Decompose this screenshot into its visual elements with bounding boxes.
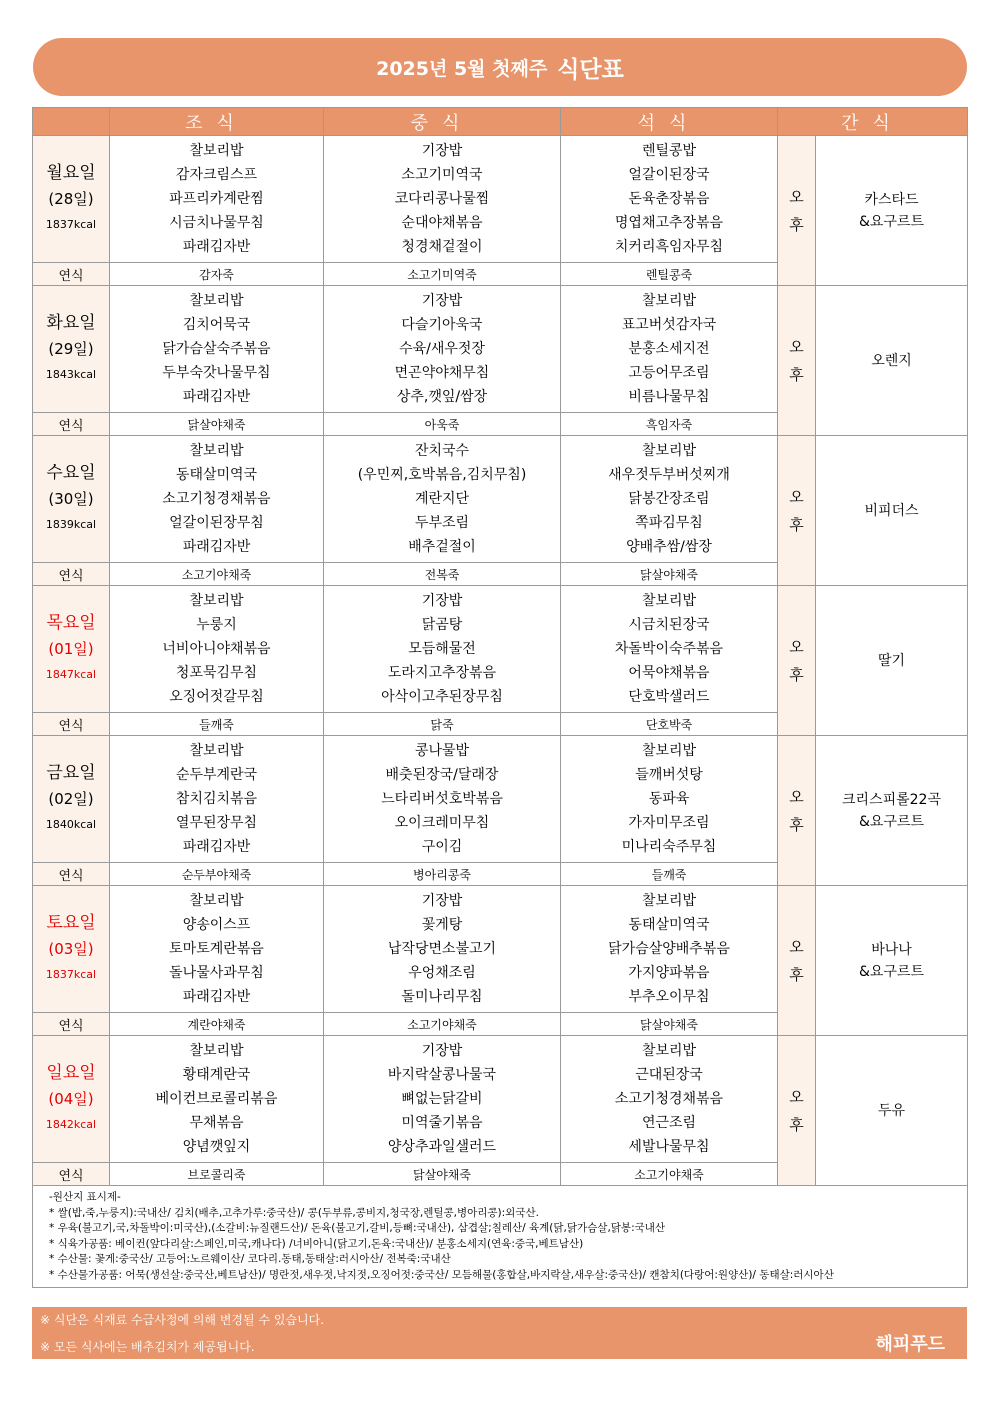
dish-item: 오징어젓갈무침 xyxy=(169,689,264,705)
dish-item: 찰보리밥 xyxy=(189,893,244,909)
day-kcal: 1847kcal xyxy=(45,668,97,681)
day-kcal: 1837kcal xyxy=(45,968,97,981)
snack-time xyxy=(778,436,816,586)
dish-item: (우민찌,호박볶음,김치무침) xyxy=(357,467,527,483)
lunch-menu xyxy=(324,736,561,863)
dish-item: 배춧된장국/달래장 xyxy=(385,767,499,783)
dish-item: 기장밥 xyxy=(421,143,463,159)
snack-time-char: 후 xyxy=(789,965,804,984)
dish-item: 닭곰탕 xyxy=(421,617,463,633)
dish-item: 고등어무조림 xyxy=(628,365,710,381)
dish-item: 동파육 xyxy=(648,791,690,807)
dish-item: 황태계란국 xyxy=(182,1067,251,1083)
soft-label: 연식 xyxy=(33,413,110,436)
dish-item: 파프리카계란찜 xyxy=(169,191,264,207)
dish-item: 부추오이무침 xyxy=(628,989,710,1005)
dish-item: 쪽파김무침 xyxy=(635,515,703,531)
snack-time xyxy=(778,1036,816,1186)
snack-item: 크리스피롤22곡 xyxy=(842,791,941,808)
soft-label: 연식 xyxy=(33,1163,110,1186)
day-date: (28일) xyxy=(48,190,94,208)
dinner-menu xyxy=(561,436,778,563)
dish-item: 모듬해물전 xyxy=(408,641,476,657)
snack-menu xyxy=(816,886,968,1036)
dish-item: 김치어묵국 xyxy=(182,317,251,333)
dish-item: 가자미무조림 xyxy=(628,815,710,831)
day-row xyxy=(33,736,968,863)
dish-item: 소고기미역국 xyxy=(401,167,483,183)
dish-item: 무채볶음 xyxy=(189,1115,244,1131)
dinner-menu xyxy=(561,286,778,413)
day-info xyxy=(33,286,110,413)
day-name: 월요일 xyxy=(46,163,96,183)
day-kcal: 1843kcal xyxy=(45,368,97,381)
dish-item: 납작당면소불고기 xyxy=(387,941,497,957)
dish-item: 찰보리밥 xyxy=(189,443,244,459)
day-date: (30일) xyxy=(48,490,94,508)
footer-note-kimchi: ※ 모든 식사에는 배추김치가 제공됩니다. xyxy=(40,1340,255,1354)
day-kcal: 1840kcal xyxy=(45,818,97,831)
dish-item: 면곤약야채무침 xyxy=(394,365,490,381)
dish-item: 렌틸콩밥 xyxy=(641,143,697,159)
soft-lunch: 병아리콩죽 xyxy=(324,863,561,886)
header-row xyxy=(33,108,968,136)
dish-item: 치커리흑임자무침 xyxy=(614,239,724,255)
day-row xyxy=(33,886,968,1013)
dish-item: 동태살미역국 xyxy=(628,917,710,933)
dish-item: 닭봉간장조림 xyxy=(628,491,710,507)
soft-dinner: 들깨죽 xyxy=(561,863,778,886)
day-kcal: 1839kcal xyxy=(45,518,97,531)
dish-item: 너비아니야채볶음 xyxy=(162,641,271,657)
footer-note-change: ※ 식단은 식재료 수급사정에 의해 변경될 수 있습니다. xyxy=(40,1313,325,1327)
breakfast-menu xyxy=(110,736,324,863)
origin-line: * 식육가공품: 베이컨(앞다리살:스페인,미국,캐나다) /너비아니(닭고기,돈육:국내산)/ 분홍소세지(연육:중국,베트남산) xyxy=(49,1237,584,1250)
dish-item: 청포묵김무침 xyxy=(175,665,258,681)
dish-item: 파래김자반 xyxy=(182,989,251,1005)
soft-dinner: 렌틸콩죽 xyxy=(561,263,778,286)
dish-item: 순대야채볶음 xyxy=(401,215,483,231)
soft-lunch: 전복죽 xyxy=(324,563,561,586)
dish-item: 콩나물밥 xyxy=(414,743,470,759)
day-info xyxy=(33,586,110,713)
snack-menu xyxy=(816,136,968,286)
header-dinner: 석식 xyxy=(561,108,778,136)
day-info xyxy=(33,736,110,863)
header-lunch: 중식 xyxy=(324,108,561,136)
dish-item: 미나리숙주무침 xyxy=(621,839,717,855)
dinner-menu xyxy=(561,136,778,263)
lunch-menu xyxy=(324,586,561,713)
day-date: (02일) xyxy=(48,790,94,808)
day-date: (04일) xyxy=(48,1090,94,1108)
snack-time-char: 오 xyxy=(789,187,804,206)
snack-item: 딸기 xyxy=(877,652,906,669)
dish-item: 구이김 xyxy=(421,839,463,855)
dish-item: 감자크림스프 xyxy=(175,167,258,183)
dish-item: 상추,깻잎/쌈장 xyxy=(396,389,488,405)
dish-item: 비름나물무침 xyxy=(628,389,710,405)
soft-lunch: 닭죽 xyxy=(324,713,561,736)
lunch-menu xyxy=(324,1036,561,1163)
lunch-menu xyxy=(324,136,561,263)
snack-time-char: 오 xyxy=(789,637,804,656)
dish-item: 찰보리밥 xyxy=(189,143,244,159)
soft-dinner: 닭살야채죽 xyxy=(561,563,778,586)
day-name: 화요일 xyxy=(46,313,96,333)
snack-item: 두유 xyxy=(877,1102,906,1119)
snack-item: 카스타드 xyxy=(864,191,919,208)
dish-item: 양배추쌈/쌈장 xyxy=(626,539,712,555)
soft-dinner: 단호박죽 xyxy=(561,713,778,736)
origin-line: * 수산물: 꽃게:중국산/ 고등어:노르웨이산/ 코다리.동태,동태살:러시아산/ 전복죽:국내산 xyxy=(49,1253,451,1265)
title-main: 2025년 5월 첫째주 xyxy=(376,57,548,80)
snack-time-char: 오 xyxy=(789,1087,804,1106)
snack-time-char: 후 xyxy=(789,515,804,534)
dinner-menu xyxy=(561,1036,778,1163)
day-date: (03일) xyxy=(48,940,94,958)
title-banner xyxy=(33,38,967,96)
dish-item: 열무된장무침 xyxy=(175,815,258,831)
origin-info xyxy=(33,1186,968,1288)
soft-dinner: 흑임자죽 xyxy=(561,413,778,436)
snack-item: &요구르트 xyxy=(858,813,924,830)
day-row xyxy=(33,136,968,263)
dish-item: 찰보리밥 xyxy=(189,593,244,609)
snack-time-char: 후 xyxy=(789,665,804,684)
dish-item: 가지양파볶음 xyxy=(628,965,710,981)
dish-item: 시금치나물무침 xyxy=(169,215,264,231)
dish-item: 들깨버섯탕 xyxy=(635,767,703,783)
dish-item: 순두부계란국 xyxy=(175,767,258,783)
dish-item: 분홍소세지전 xyxy=(628,341,710,357)
dish-item: 돈육춘장볶음 xyxy=(628,191,710,207)
soft-label: 연식 xyxy=(33,863,110,886)
origin-title: -원산지 표시제- xyxy=(49,1191,121,1203)
dinner-menu xyxy=(561,586,778,713)
dish-item: 파래김자반 xyxy=(182,239,251,255)
soft-dinner: 소고기야채죽 xyxy=(561,1163,778,1186)
dish-item: 기장밥 xyxy=(421,293,463,309)
brand-name: 해피푸드 xyxy=(875,1334,945,1355)
dish-item: 양념깻잎지 xyxy=(182,1139,251,1155)
origin-row xyxy=(33,1186,968,1288)
breakfast-menu xyxy=(110,136,324,263)
snack-time-char: 후 xyxy=(789,215,804,234)
dish-item: 두부숙갓나물무침 xyxy=(162,365,271,381)
dish-item: 뼈없는닭갈비 xyxy=(401,1091,483,1107)
snack-item: &요구르트 xyxy=(858,963,924,980)
dish-item: 단호박샐러드 xyxy=(628,689,710,705)
dinner-menu xyxy=(561,736,778,863)
snack-time-char: 후 xyxy=(789,815,804,834)
soft-label: 연식 xyxy=(33,1013,110,1036)
day-kcal: 1842kcal xyxy=(45,1118,97,1131)
soft-lunch: 아욱죽 xyxy=(324,413,561,436)
soft-breakfast: 계란야채죽 xyxy=(110,1013,324,1036)
snack-time xyxy=(778,586,816,736)
soft-label: 연식 xyxy=(33,263,110,286)
snack-item: 바나나 xyxy=(871,941,912,958)
dish-item: 청경채겉절이 xyxy=(401,239,483,255)
day-name: 토요일 xyxy=(46,913,96,933)
day-name: 금요일 xyxy=(46,763,96,783)
dish-item: 찰보리밥 xyxy=(641,1043,697,1059)
header-snack: 간식 xyxy=(778,108,968,136)
lunch-menu xyxy=(324,886,561,1013)
dish-item: 명엽채고추장볶음 xyxy=(614,215,724,231)
dish-item: 찰보리밥 xyxy=(641,293,697,309)
breakfast-menu xyxy=(110,586,324,713)
dish-item: 세발나물무침 xyxy=(628,1139,710,1155)
snack-time-char: 오 xyxy=(789,937,804,956)
breakfast-menu xyxy=(110,886,324,1013)
header-breakfast: 조식 xyxy=(110,108,324,136)
dish-item: 찰보리밥 xyxy=(189,293,244,309)
origin-line: * 우육(불고기,국,차돌박이:미국산),(소갈비:뉴질랜드산)/ 돈육(불고기,갈비,등뼈:국내산), 삼겹살;칠레산/ 육계(닭,닭가슴살,닭봉:국내산 xyxy=(49,1222,666,1234)
lunch-menu xyxy=(324,286,561,413)
dish-item: 코다리콩나물찜 xyxy=(394,191,490,207)
day-row xyxy=(33,436,968,563)
breakfast-menu xyxy=(110,286,324,413)
dish-item: 꽃게탕 xyxy=(421,917,463,933)
dish-item: 누룽지 xyxy=(196,617,237,633)
snack-time-char: 오 xyxy=(789,487,804,506)
dish-item: 느타리버섯호박볶음 xyxy=(381,791,503,807)
day-row xyxy=(33,1036,968,1163)
menu-body xyxy=(33,136,968,1186)
dish-item: 찰보리밥 xyxy=(641,443,697,459)
snack-time xyxy=(778,286,816,436)
dish-item: 파래김자반 xyxy=(182,539,251,555)
dish-item: 연근조림 xyxy=(641,1115,697,1131)
soft-lunch: 닭살야채죽 xyxy=(324,1163,561,1186)
dish-item: 잔치국수 xyxy=(414,443,470,459)
day-name: 목요일 xyxy=(46,613,96,633)
soft-breakfast: 감자죽 xyxy=(110,263,324,286)
dish-item: 파래김자반 xyxy=(182,389,251,405)
dish-item: 소고기청경채볶음 xyxy=(614,1091,724,1107)
dish-item: 얼갈이된장무침 xyxy=(169,515,264,531)
dish-item: 파래김자반 xyxy=(182,839,251,855)
day-info xyxy=(33,136,110,263)
header-empty xyxy=(33,108,110,136)
dish-item: 우엉채조림 xyxy=(408,965,476,981)
snack-item: 비피더스 xyxy=(864,502,919,519)
dish-item: 소고기청경채볶음 xyxy=(162,491,271,507)
dish-item: 얼갈이된장국 xyxy=(628,167,710,183)
snack-time-char: 오 xyxy=(789,337,804,356)
soft-lunch: 소고기야채죽 xyxy=(324,1013,561,1036)
dish-item: 미역줄기볶음 xyxy=(401,1115,483,1131)
dish-item: 다슬기아욱국 xyxy=(401,317,483,333)
dish-item: 참치김치볶음 xyxy=(175,791,258,807)
dinner-menu xyxy=(561,886,778,1013)
snack-item: &요구르트 xyxy=(858,213,924,230)
day-row xyxy=(33,286,968,413)
snack-time-char: 후 xyxy=(789,1115,804,1134)
snack-time-char: 후 xyxy=(789,365,804,384)
dish-item: 두부조림 xyxy=(414,515,470,531)
dish-item: 차돌박이숙주볶음 xyxy=(614,641,724,657)
dish-item: 닭가슴살숙주볶음 xyxy=(162,341,271,357)
day-info xyxy=(33,436,110,563)
dish-item: 베이컨브로콜리볶음 xyxy=(155,1091,278,1107)
dish-item: 기장밥 xyxy=(421,893,463,909)
soft-breakfast: 브로콜리죽 xyxy=(110,1163,324,1186)
dish-item: 시금치된장국 xyxy=(628,617,710,633)
dish-item: 찰보리밥 xyxy=(641,593,697,609)
snack-menu xyxy=(816,586,968,736)
dish-item: 기장밥 xyxy=(421,593,463,609)
soft-breakfast: 들깨죽 xyxy=(110,713,324,736)
dish-item: 아삭이고추된장무침 xyxy=(381,689,503,705)
soft-lunch: 소고기미역죽 xyxy=(324,263,561,286)
dish-item: 도라지고추장볶음 xyxy=(387,665,497,681)
snack-time xyxy=(778,886,816,1036)
snack-item: 오렌지 xyxy=(871,352,912,369)
snack-menu xyxy=(816,286,968,436)
dish-item: 토마토계란볶음 xyxy=(169,941,264,957)
day-name: 일요일 xyxy=(46,1063,96,1083)
dish-item: 바지락살콩나물국 xyxy=(387,1067,497,1083)
soft-breakfast: 순두부야채죽 xyxy=(110,863,324,886)
day-info xyxy=(33,886,110,1013)
soft-label: 연식 xyxy=(33,563,110,586)
day-kcal: 1837kcal xyxy=(45,218,97,231)
dish-item: 돌나물사과무침 xyxy=(169,965,264,981)
soft-dinner: 닭살야채죽 xyxy=(561,1013,778,1036)
menu-table xyxy=(32,107,968,1288)
snack-time-char: 오 xyxy=(789,787,804,806)
title-emph: 식단표 xyxy=(557,56,624,83)
lunch-menu xyxy=(324,436,561,563)
dish-item: 어묵야채볶음 xyxy=(628,665,710,681)
day-name: 수요일 xyxy=(46,463,96,483)
dish-item: 근대된장국 xyxy=(635,1067,703,1083)
dish-item: 오이크레미무침 xyxy=(394,815,490,831)
snack-menu xyxy=(816,736,968,886)
dish-item: 새우젓두부버섯찌개 xyxy=(608,467,730,483)
dish-item: 동태살미역국 xyxy=(175,467,258,483)
dish-item: 돌미나리무침 xyxy=(401,989,483,1005)
day-date: (01일) xyxy=(48,640,94,658)
origin-line: * 수산물가공품: 어묵(생선살:중국산,베트남산)/ 명란젓,새우젓,낙지젓,오징어젓:중국산/ 모듬해물(홍합살,바지락살,새우살:중국산)/ 캔참치(다랑어:원양산)/ 동태살:러시아산 xyxy=(49,1268,834,1281)
dish-item: 수육/새우젓장 xyxy=(399,341,485,357)
dish-item: 표고버섯감자국 xyxy=(621,317,717,333)
dish-item: 찰보리밥 xyxy=(641,893,697,909)
dish-item: 양송이스프 xyxy=(182,917,251,933)
dish-item: 계란지단 xyxy=(414,491,470,507)
snack-menu xyxy=(816,436,968,586)
snack-time xyxy=(778,736,816,886)
dish-item: 찰보리밥 xyxy=(641,743,697,759)
dish-item: 닭가슴살양배추볶음 xyxy=(608,941,730,957)
soft-breakfast: 닭살야채죽 xyxy=(110,413,324,436)
snack-time xyxy=(778,136,816,286)
day-date: (29일) xyxy=(48,340,94,358)
day-info xyxy=(33,1036,110,1163)
soft-breakfast: 소고기야채죽 xyxy=(110,563,324,586)
dish-item: 찰보리밥 xyxy=(189,743,244,759)
dish-item: 찰보리밥 xyxy=(189,1043,244,1059)
dish-item: 양상추과일샐러드 xyxy=(387,1139,497,1155)
breakfast-menu xyxy=(110,1036,324,1163)
footer-bar xyxy=(32,1307,967,1359)
dish-item: 배추겉절이 xyxy=(408,539,476,555)
day-row xyxy=(33,586,968,713)
origin-line: * 쌀(밥,죽,누룽지):국내산/ 김치(배추,고추가루:중국산)/ 콩(두부류,콩비지,청국장,렌틸콩,병아리콩):외국산. xyxy=(49,1206,539,1219)
dish-item: 기장밥 xyxy=(421,1043,463,1059)
soft-label: 연식 xyxy=(33,713,110,736)
snack-menu xyxy=(816,1036,968,1186)
breakfast-menu xyxy=(110,436,324,563)
